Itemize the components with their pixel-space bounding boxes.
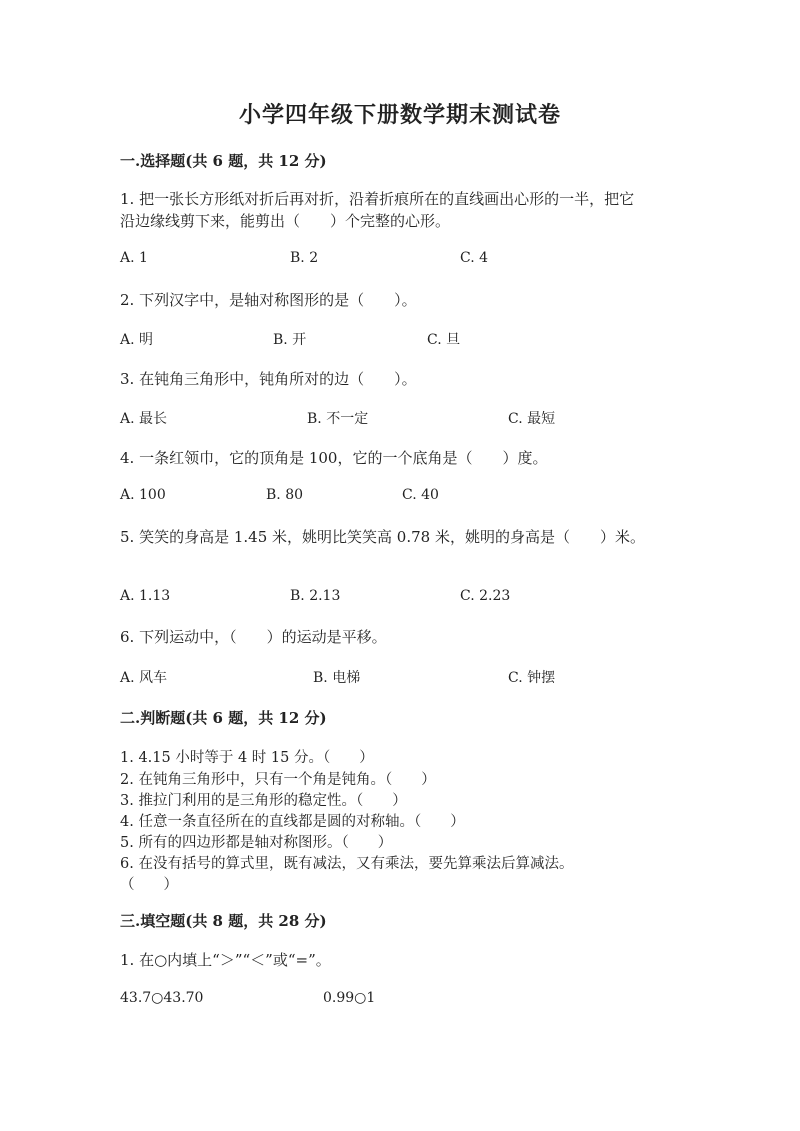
q6-option-c: C. 钟摆: [508, 670, 556, 686]
judge-item-2: 2. 在钝角三角形中，只有一个角是钝角。（ ）: [120, 772, 436, 788]
compare-item-1: 43.7○43.70: [120, 990, 204, 1006]
q3-option-b: B. 不一定: [307, 411, 369, 427]
q2-option-b: B. 开: [273, 332, 307, 348]
q5-option-c: C. 2.23: [460, 588, 511, 604]
q1-option-a: A. 1: [120, 250, 148, 266]
q4-option-a: A. 100: [120, 487, 166, 503]
q1-option-b: B. 2: [290, 250, 319, 266]
q6-option-b: B. 电梯: [313, 670, 361, 686]
judge-item-6-bracket: （ ）: [120, 877, 178, 893]
q4-option-c: C. 40: [402, 487, 439, 503]
judge-item-5: 5. 所有的四边形都是轴对称图形。（ ）: [120, 835, 393, 851]
q4-option-b: B. 80: [266, 487, 304, 503]
section-heading-fill-in: 三.填空题(共 8 题，共 28 分): [120, 912, 327, 930]
q3-option-c: C. 最短: [508, 411, 556, 427]
q2-option-a: A. 明: [120, 332, 154, 348]
question-1-line-2: 沿边缘线剪下来，能剪出（ ）个完整的心形。: [120, 212, 451, 230]
question-1-line-1: 1. 把一张长方形纸对折后再对折，沿着折痕所在的直线画出心形的一半，把它: [120, 190, 635, 208]
q5-option-a: A. 1.13: [120, 588, 171, 604]
section-heading-choice: 一.选择题(共 6 题，共 12 分): [120, 152, 327, 170]
q3-option-a: A. 最长: [120, 411, 168, 427]
judge-item-6: 6. 在没有括号的算式里，既有减法，又有乘法，要先算乘法后算减法。: [120, 856, 574, 872]
q6-option-a: A. 风车: [120, 670, 168, 686]
question-5: 5. 笑笑的身高是 1.45 米，姚明比笑笑高 0.78 米，姚明的身高是（ ）米。: [120, 528, 645, 546]
fill-question-1: 1. 在○内填上“＞”“＜”或“=”。: [120, 951, 331, 969]
section-heading-true-false: 二.判断题(共 6 题，共 12 分): [120, 709, 327, 727]
judge-item-1: 1. 4.15 小时等于 4 时 15 分。（ ）: [120, 750, 374, 766]
judge-item-3: 3. 推拉门利用的是三角形的稳定性。（ ）: [120, 793, 407, 809]
question-3: 3. 在钝角三角形中，钝角所对的边（ ）。: [120, 370, 417, 388]
judge-item-4: 4. 任意一条直径所在的直线都是圆的对称轴。（ ）: [120, 814, 465, 830]
compare-item-2: 0.99○1: [323, 990, 376, 1006]
q5-option-b: B. 2.13: [290, 588, 341, 604]
page-title: 小学四年级下册数学期末测试卷: [238, 102, 561, 128]
question-2: 2. 下列汉字中，是轴对称图形的是（ ）。: [120, 291, 417, 309]
q1-option-c: C. 4: [460, 250, 489, 266]
q2-option-c: C. 旦: [427, 332, 461, 348]
question-4: 4. 一条红领巾，它的顶角是 100，它的一个底角是（ ）度。: [120, 449, 548, 467]
question-6: 6. 下列运动中，（ ）的运动是平移。: [120, 628, 387, 646]
